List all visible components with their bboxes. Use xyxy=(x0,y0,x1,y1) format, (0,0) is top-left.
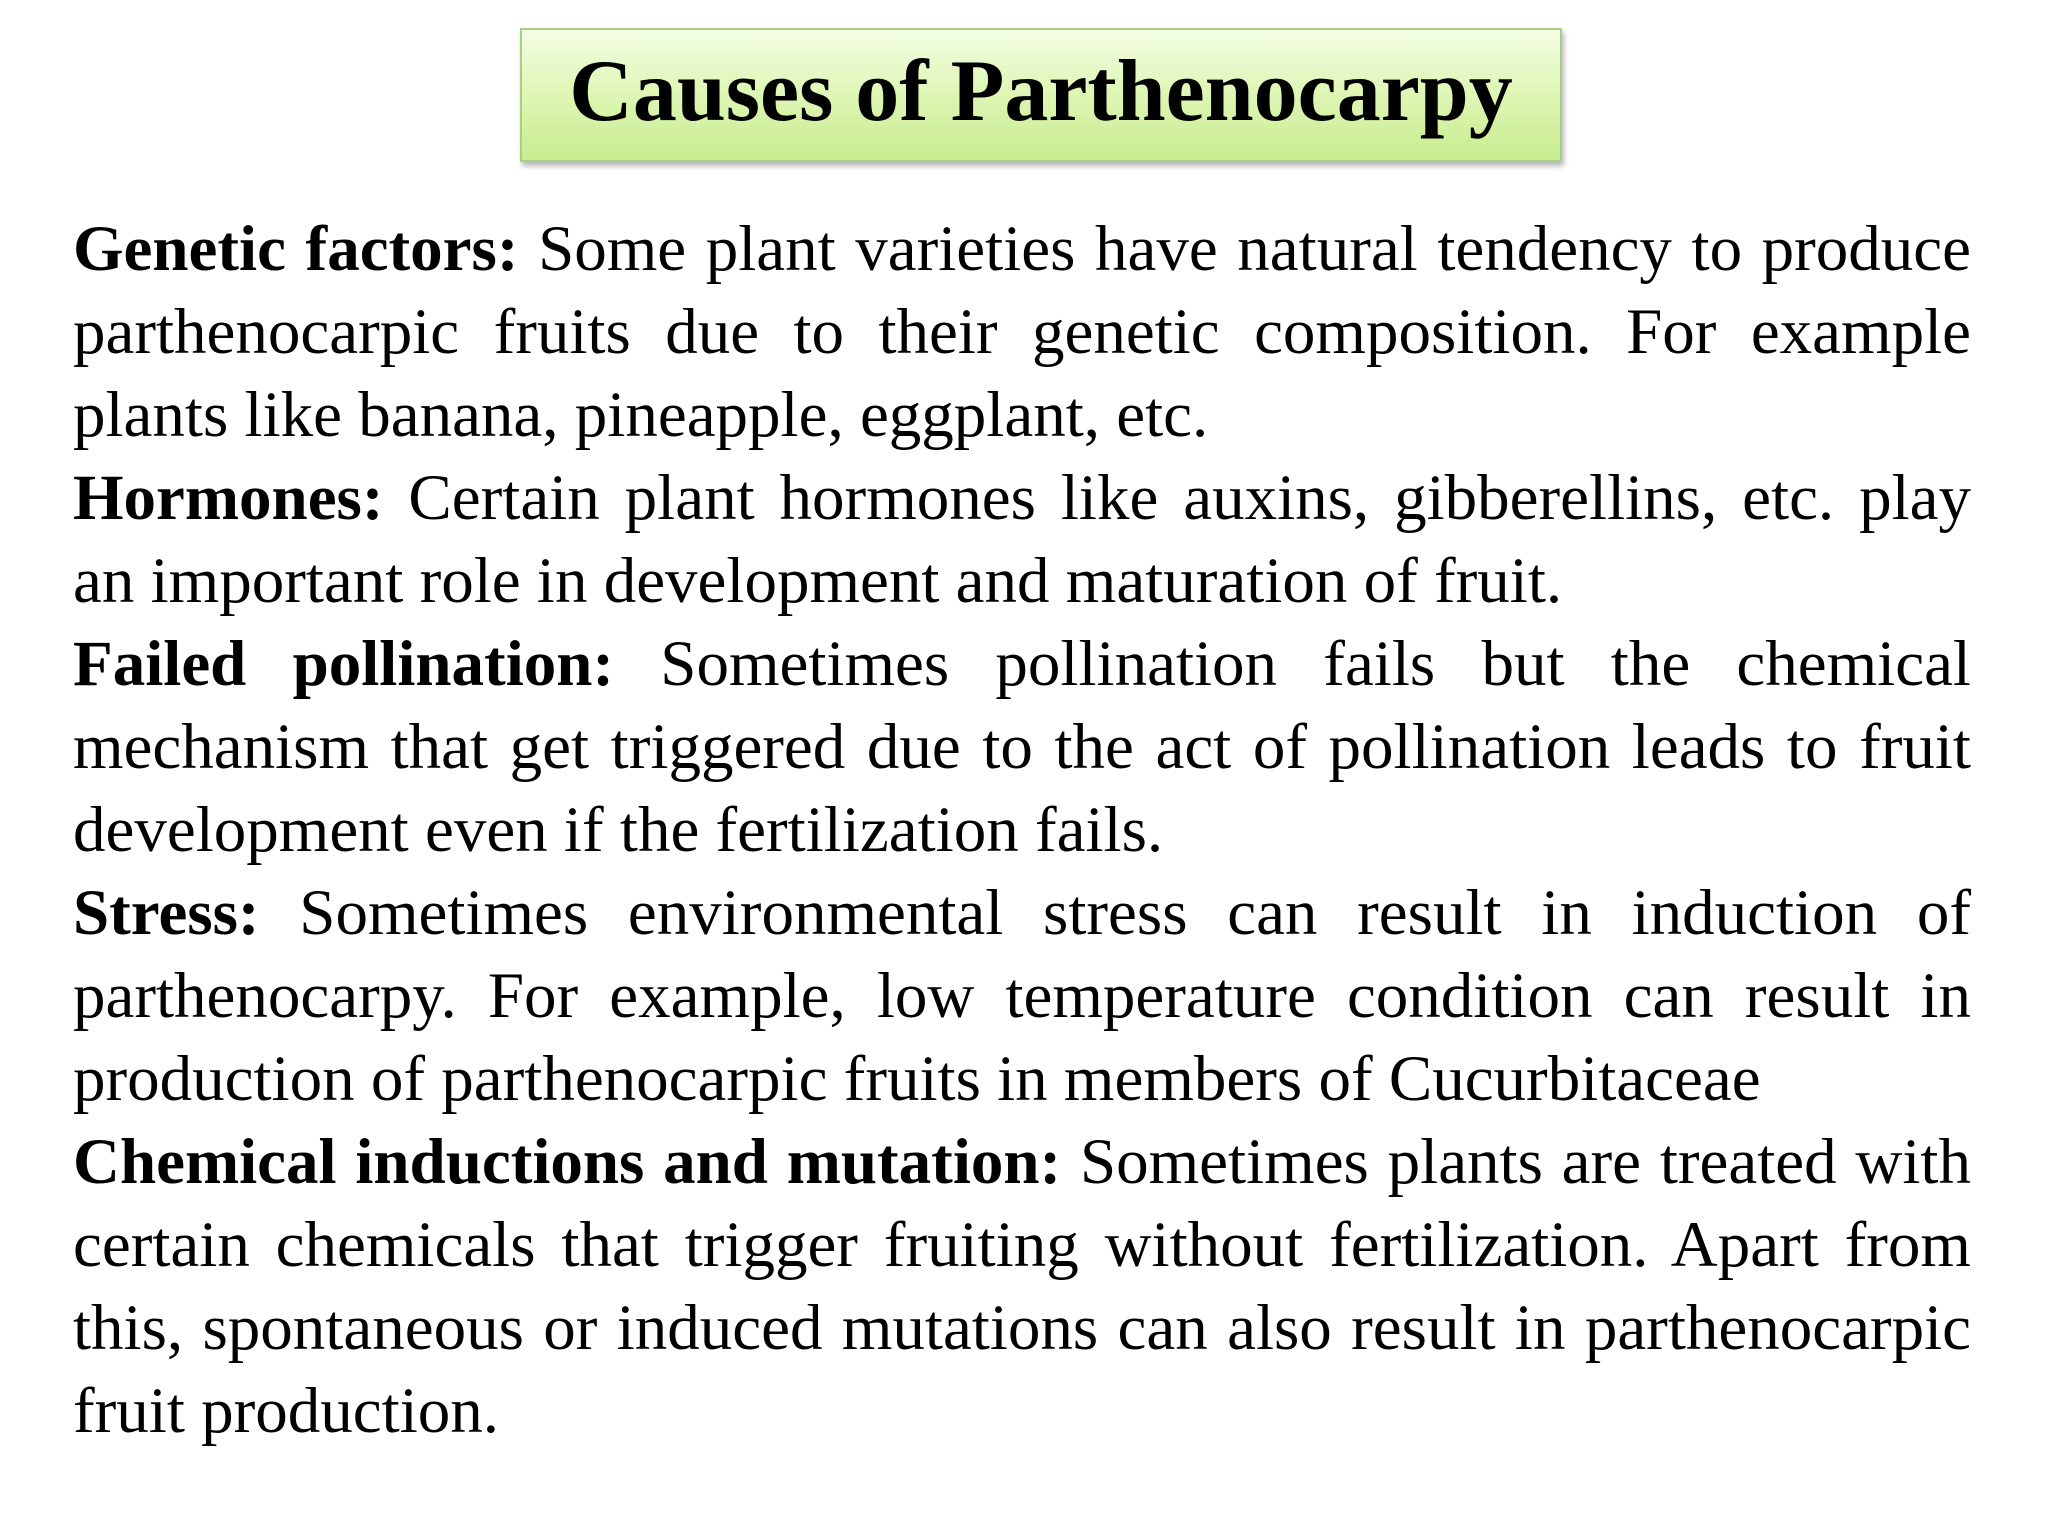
term-genetic-factors: Genetic factors: xyxy=(73,213,519,285)
paragraph-hormones xyxy=(73,457,1971,623)
paragraph-stress xyxy=(73,872,1971,1121)
text-failed-pollination: Sometimes pollination fails but the chemical mechanism that get triggered due to the act of pollination leads to fruit development even if the fertilization fails. xyxy=(73,628,1971,866)
term-failed-pollination: Failed pollination: xyxy=(73,628,615,700)
term-stress: Stress: xyxy=(73,877,260,949)
text-stress: Sometimes environmental stress can result in induction of parthenocarpy. For example, low temperature condition can result in production of parthenocarpic fruits in members of Cucurbitaceae xyxy=(73,877,1971,1115)
text-chemical-inductions: Sometimes plants are treated with certain chemicals that trigger fruiting without fertilization. Apart from this, spontaneous or induced mutations can also result in parthenocarpic fruit production. xyxy=(73,1126,1971,1447)
term-chemical-inductions: Chemical inductions and mutation: xyxy=(73,1126,1062,1198)
text-hormones: Certain plant hormones like auxins, gibberellins, etc. play an important role in development and maturation of fruit. xyxy=(73,462,1971,617)
paragraph-chemical-inductions xyxy=(73,1121,1971,1453)
term-hormones: Hormones: xyxy=(73,462,384,534)
slide-body xyxy=(73,208,1971,1453)
title-box xyxy=(520,28,1562,162)
paragraph-genetic-factors xyxy=(73,208,1971,457)
paragraph-failed-pollination xyxy=(73,623,1971,872)
slide-title: Causes of Parthenocarpy xyxy=(569,43,1513,140)
text-genetic-factors: Some plant varieties have natural tendency to produce parthenocarpic fruits due to their genetic composition. For example plants like banana, pineapple, eggplant, etc. xyxy=(73,213,1971,451)
